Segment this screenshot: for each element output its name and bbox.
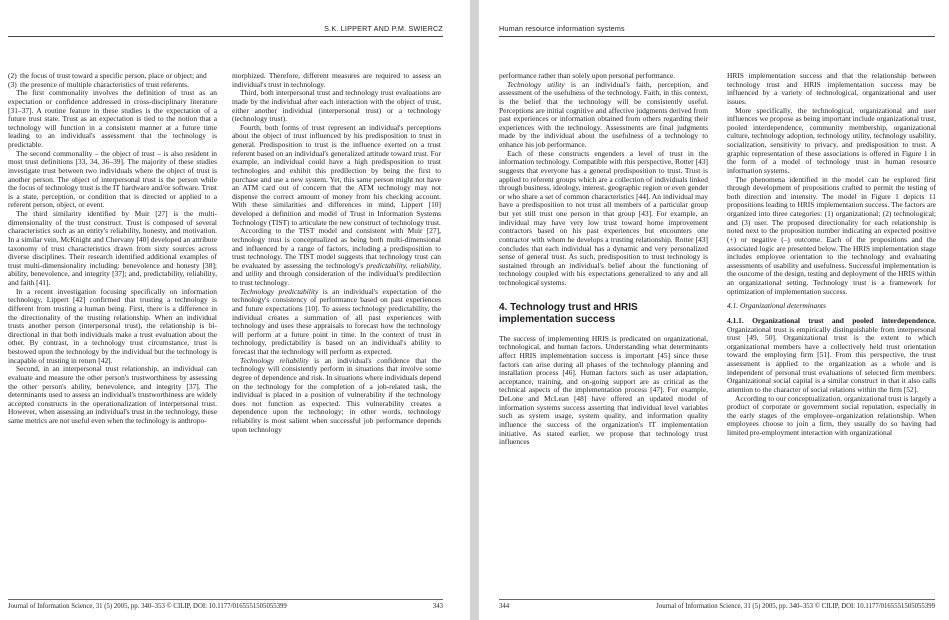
paragraph [727,317,936,395]
paragraph: HRIS implementation success and that the relationship between technology trust and HRIS implementation success may be influenced by a variety of technological, organizational and user issues. [727,72,936,106]
paragraph-text: and through consideration of the individual's predilection to trust technology. [232,269,441,287]
list-text: the presence of multiple characteristics of trust referents. [20,79,189,89]
footer-citation: Journal of Information Science, 31 (5) 2005, pp. 340–353 © CILIP, DOI: 10.1177/0165551505055399 [656,603,935,610]
paragraph: morphized. Therefore, different measures are required to assess an individual's trust in technology. [232,72,441,89]
paragraph-text: and [232,269,243,279]
column-right-1 [499,72,708,600]
paragraph-text: Organizational trust is empirically distinguishable from interpersonal trust [49, 50]. Organizational trust is the extent to which organizational members have a collectively held trust orientation toward the employing firm [51]. From this perspective, the trust assessment is applied to the organization as a whole and is independent of personal trust evaluations of selected firm members. Organizational social capital is a similar construct in that it also calls attention to the character of social relations within the firm [52]. [727,324,936,394]
list-number: (2) [8,72,17,80]
list-number: (3) [8,79,17,89]
paragraph [499,81,708,150]
paragraph-text: According to the TIST model and consistent with Muir [27], technology trust is conceptualized as being both multi-dimensional and influenced by a range of factors, including a predisposition to trust technology. The TIST model suggests that technology trust can be evaluated by assessing the technology's [232,226,441,270]
footer-rule [8,599,443,600]
column-left-2 [232,72,441,600]
emphasis-text: predictability, reliability, [366,260,441,270]
paragraph: Second, in an interpersonal trust relationship, an individual can evaluate and measure the other person's trustworthiness by assessing the other person's ability, benevolence, and integrity [37]. The determinants used to assess an individual's trustworthiness are widely accepted constructs in the operationalization of interpersonal trust. However, when assessing an individual's trust in the technology, these same metrics are not useful even when the technology is anthropo- [8,364,217,425]
paragraph: More specifically, the technological, organizational and user influences we propose as being important include organizational trust, pooled interdependence, community membership, organizational culture, technology adoption, technology utility, technology usability, socialization, sensitivity to privacy, and predisposition to trust. A graphic representation of these associations is offered in Figure 1 in the form of a model of technology trust in human resource information systems. [727,105,936,175]
paragraph [232,288,441,357]
subsection-heading: 4.1. Organizational determinants [727,301,826,311]
paragraph: performance rather than solely upon personal performance. [499,72,676,80]
paragraph: The phenomena identified in the model can be explored first through development of propositions crafted to permit the testing of both direction and intensity. The model in Figure 1 depicts 11 propositions leading to HRIS implementation success. The factors are organized into three categories: (1) organizational; (2) technological; and (3) user. The proposed directionality for each relationship is noted next to the proposition number indicating an expected positive (+) or negative (–) outcome. Each of the propositions and the associated logic are presented below. The HRIS implementation stage includes employee orientation to the technology and evaluating assessments of usability and usefulness. Successful implementation is the outcome of the design, testing and deployment of the HRIS within an organizational setting. Technology trust is a framework for optimization of implementation success. [727,174,936,296]
paragraph [232,227,441,287]
footer-rule [499,599,935,600]
header-rule [499,36,935,37]
term-technology-reliability: Technology reliability [240,355,309,365]
list-text: the focus of trust toward a specific person, place or object; and [20,72,207,80]
page-gutter [470,0,479,620]
paragraph: Each of these constructs engenders a level of trust in the information technology. Compatible with this perspective, Rotter [43] suggests that everyone has a general predisposition to trust. Trust is applied to referent groups which are a collection of individuals linked through business, ideology, interest, geographic region or even gender or who share a set of common characteristics [44]. An individual may have a predisposition to not trust all members of a particular group but yet still trust one person in that group [43]. For example, an individual may have very low trust toward home improvement contractors based on his past experiences but encounters one contractor with whom he develops a trusting relationship. Rotter [43] concludes that each individual has a dynamic and very personalized sense of general trust. As such, predisposition to trust technology is sustained through an individual's belief about the functioning of technology coupled with his expectations generalized to any and all technological systems. [499,148,708,287]
header-rule [8,36,443,37]
paragraph-text: is an individual's expectation of the technology's consistency of performance based on past experiences and future expectations [10]. To assess technology predictability, the individual creates a summation of all past experiences with technology and uses these appraisals to forecast how the technology will perform at a future point in time. In the context of trust in technology, predictability is based on an individual's ability to forecast that the technology will perform as expected. [232,286,441,356]
page-number: 344 [499,603,510,610]
column-right-2 [727,72,936,600]
paragraph: The success of implementing HRIS is predicated on organizational, technological, and human factors. Understanding what determinants affect HRIS implementation success is important [45] since these factors can arise during all phases of the technology planning and installation process [46]. Human factors such as user adaptation, acceptance, training, and on-going support are as critical as the technical aspects of the implementation process [47]. For example, DeLone and McLean [48] have offered an updated model of information systems success asserting that individual level variables such as system usage, system quality, and information quality influence the success of the organization's IT implementation initiative. As stated earlier, we propose that technology trust influences [499,333,708,447]
running-head: S.K. LIPPERT AND P.M. SWIERCZ [324,24,443,33]
paragraph: The first commonality involves the definition of trust as an expectation or confidence addressed in cross-disciplinary literature [31–37]. A routine feature in these studies is the expectation of a future trust state. Trust as an expectation is tied to the notion that a technology will function in a consistent manner at a future time leading to an individual's assessment that the technology is predictable. [8,88,217,149]
term-technology-utility: Technology utility [507,79,565,89]
page-number: 343 [432,603,443,610]
paragraph: The second commonality – the object of trust – is also resident in most trust definitions [33, 34, 36–39]. The majority of these studies investigate trust between two individuals where the object of trust is another person. The object of interpersonal trust is the person while the focus of technology trust is the IT hardware and/or software. Trust is a state, perception, or condition that is directed or applied to a referent person, object, or event. [8,148,217,210]
subsubsection-heading: 4.1.1. Organizational trust and pooled interdependence. [727,315,936,325]
paragraph: According to our conceptualization, organizational trust is largely a product of corporate or government social reputation, especially in the early stages of the employee–organization relationship. When employees choose to join a firm, they usually do so having had limited pre-employment interaction with organizational [727,393,936,437]
section-heading: 4. Technology trust and HRIS implementation success [499,301,638,326]
paragraph-text: is an individual's confidence that the technology will consistently perform in situations that involve some degree of dependence and risk. In situations where individuals depend on the technology for the completion of a job-related task, the individual is placed in a position of vulnerability if the technology does not function as expected. This vulnerability creates a dependence upon the technology; in other words, technology reliability is most salient when successful job performance depends upon technology [232,355,441,434]
page-left [0,0,470,620]
paragraph: In a recent investigation focusing specifically on information technology, Lippert [42] confirmed that trusting a technology is different from trusting a human being. First, there is a difference in the directionality of the trusting relationship. When an individual trusts another person (interpersonal trust), the relationship is bi-directional in that both individuals make a trust evaluation about the other. By contrast, in a technology trust circumstance, trust is bestowed upon the technology by the individual but the technology is incapable of trusting in return [42]. [8,286,217,365]
footer-citation: Journal of Information Science, 31 (5) 2005, pp. 340–353 © CILIP, DOI: 10.1177/0165551505055399 [8,603,287,610]
paragraph: The third similarity identified by Muir [27] is the multi-dimensionality of the trust construct. Trust is composed of several characteristics such as an entity's reliability, honesty, and motivation. In a similar vein, McKnight and Chervany [40] developed an attribute taxonomy of trust characteristics drawn from sixty sources across diverse disciplines. Their research identified additional examples of trust multi-dimensionality including: benevolence and honesty [38]; ability, benevolence, and integrity [37]; and, predictability, reliability, and faith [41]. [8,209,217,287]
paragraph: Third, both interpersonal trust and technology trust evaluations are made by the individual after each interaction with the object of trust, either another individual (interpersonal trust) or a technology (technology trust). [232,88,441,124]
page-right [479,0,949,620]
paragraph [232,357,441,435]
paragraph-text: is an individual's faith, perception, and assessment of the usefulness of the technology. Faith, in this context, is the belief that the technology will be consistently useful. Perceptions are initial cognitive and affective judgments derived from past experiences or information obtained from others regarding their experiences with the technology. Assessments are final judgments made by the individual about the usefulness of a technology to enhance his job performance. [499,79,708,149]
paragraph: Fourth, both forms of trust represent an individual's perceptions about the object of trust influenced by his predisposition to trust in general. Predisposition to trust is the influence exerted on a trust referent based on an individual's generalized attitude toward trust. For example, an individual could have a high predisposition to trust technologies and exhibit this predilection by being the first to purchase and use a new system. Yet, this same person might not have an ATM card out of concern that the ATM technology may not dispense the correct amount of money from his checking account. With these similarities and differences in mind, Lippert [10] developed a definition and model of Trust in Information Systems Technology (TIST) to articulate the new construct of technology trust. [232,122,441,227]
column-left-1 [8,72,217,600]
running-head: Human resource information systems [499,24,625,33]
term-technology-predictability: Technology predictability [240,286,319,296]
emphasis-text: utility [245,269,263,279]
